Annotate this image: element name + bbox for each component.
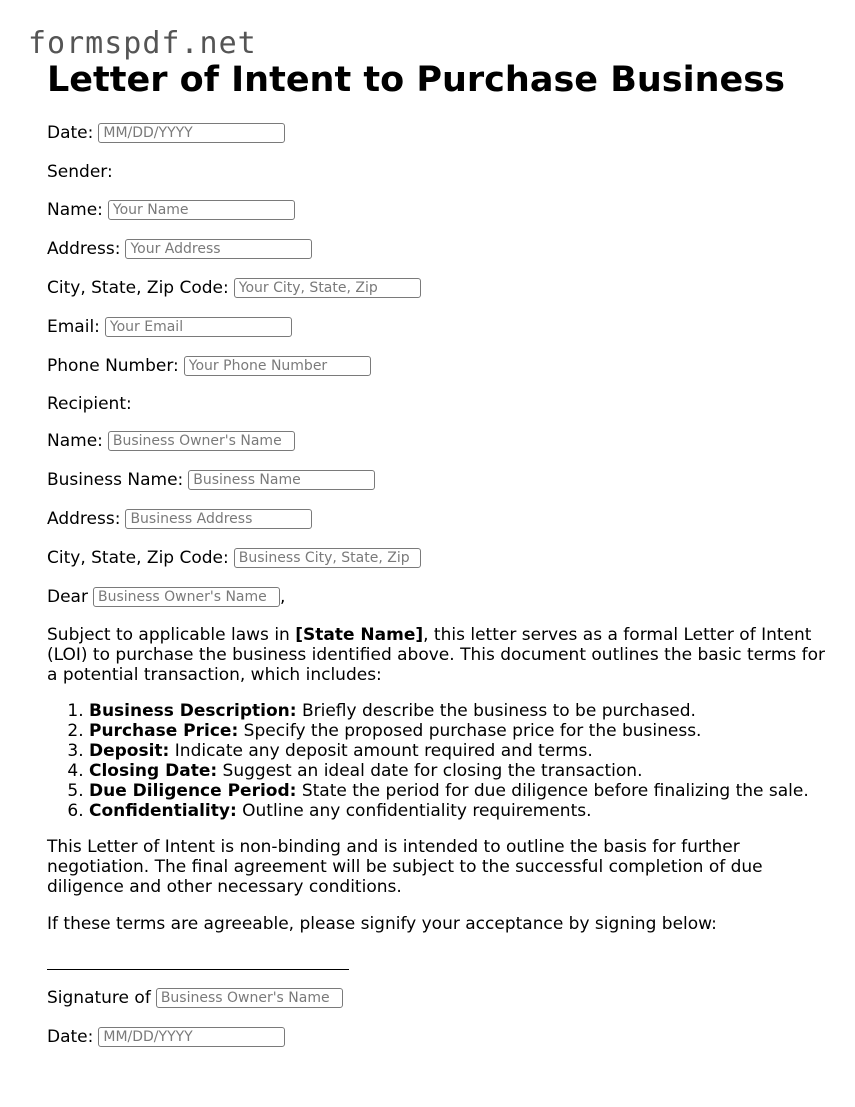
sender-name-field[interactable] <box>108 200 295 220</box>
intro-paragraph <box>47 625 827 685</box>
list-item <box>89 781 827 801</box>
greeting-row <box>47 586 827 608</box>
term-title: Due Diligence Period: <box>89 781 297 801</box>
recipient-address-row <box>47 508 827 530</box>
sender-name-row <box>47 199 827 221</box>
intro-after: , this letter serves as a formal Letter of Intent (LOI) to purchase the business identified above. This document outlines the basic terms for a potential transaction, which includes: <box>47 625 826 685</box>
signature-row <box>47 987 827 1009</box>
term-text: Indicate any deposit amount required and terms. <box>169 741 593 761</box>
state-name-placeholder: [State Name] <box>295 625 424 645</box>
term-title: Purchase Price: <box>89 721 239 741</box>
sender-email-label: Email: <box>47 317 100 337</box>
sign-date-label: Date: <box>47 1027 94 1047</box>
intro-before: Subject to applicable laws in <box>47 625 296 645</box>
recipient-city-row <box>47 547 827 569</box>
term-text: Briefly describe the business to be purchased. <box>296 701 696 721</box>
term-title: Confidentiality: <box>89 801 237 821</box>
signature-name-field[interactable] <box>156 988 343 1008</box>
sender-address-field[interactable] <box>125 239 312 259</box>
sender-heading: Sender: <box>47 162 113 182</box>
recipient-city-label: City, State, Zip Code: <box>47 548 229 568</box>
nonbinding-paragraph: This Letter of Intent is non-binding and is intended to outline the basis for further negotiation. The final agreement will be subject to the successful completion of due diligence and other necessary conditions. <box>47 837 763 897</box>
term-text: State the period for due diligence before finalizing the sale. <box>296 781 809 801</box>
list-item <box>89 761 827 781</box>
sender-email-row <box>47 316 827 338</box>
recipient-business-row <box>47 469 827 491</box>
list-item <box>89 801 827 821</box>
recipient-heading: Recipient: <box>47 394 132 414</box>
sender-email-field[interactable] <box>105 317 292 337</box>
terms-list <box>47 701 827 821</box>
page-title: Letter of Intent to Purchase Business <box>47 60 785 100</box>
sender-phone-label: Phone Number: <box>47 356 179 376</box>
acceptance-paragraph: If these terms are agreeable, please signify your acceptance by signing below: <box>47 914 717 934</box>
sender-phone-field[interactable] <box>184 356 371 376</box>
recipient-address-label: Address: <box>47 509 121 529</box>
greeting-comma: , <box>279 587 286 607</box>
sign-date-row <box>47 1026 827 1048</box>
term-title: Business Description: <box>89 701 297 721</box>
letter-page <box>47 58 827 1048</box>
date-field[interactable] <box>98 123 285 143</box>
term-text: Outline any confidentiality requirements. <box>236 801 592 821</box>
sign-date-field[interactable] <box>98 1027 285 1047</box>
sender-phone-row <box>47 355 827 377</box>
date-row <box>47 122 827 144</box>
sender-address-row <box>47 238 827 260</box>
site-watermark: formspdf.net <box>28 26 257 61</box>
term-title: Closing Date: <box>89 761 218 781</box>
list-item <box>89 741 827 761</box>
recipient-address-field[interactable] <box>125 509 312 529</box>
recipient-business-field[interactable] <box>188 470 375 490</box>
date-label: Date: <box>47 123 94 143</box>
term-text: Specify the proposed purchase price for the business. <box>238 721 702 741</box>
sender-city-row <box>47 277 827 299</box>
sender-name-label: Name: <box>47 200 103 220</box>
list-item <box>89 701 827 721</box>
recipient-business-label: Business Name: <box>47 470 184 490</box>
sender-address-label: Address: <box>47 239 121 259</box>
greeting-name-field[interactable] <box>93 587 280 607</box>
signature-line <box>47 969 349 970</box>
term-title: Deposit: <box>89 741 170 761</box>
signature-label: Signature of <box>47 988 151 1008</box>
recipient-name-field[interactable] <box>108 431 295 451</box>
recipient-name-label: Name: <box>47 431 103 451</box>
list-item <box>89 721 827 741</box>
sender-city-label: City, State, Zip Code: <box>47 278 229 298</box>
recipient-name-row <box>47 430 827 452</box>
greeting-label: Dear <box>47 587 88 607</box>
sender-city-field[interactable] <box>234 278 421 298</box>
recipient-city-field[interactable] <box>234 548 421 568</box>
term-text: Suggest an ideal date for closing the transaction. <box>217 761 643 781</box>
